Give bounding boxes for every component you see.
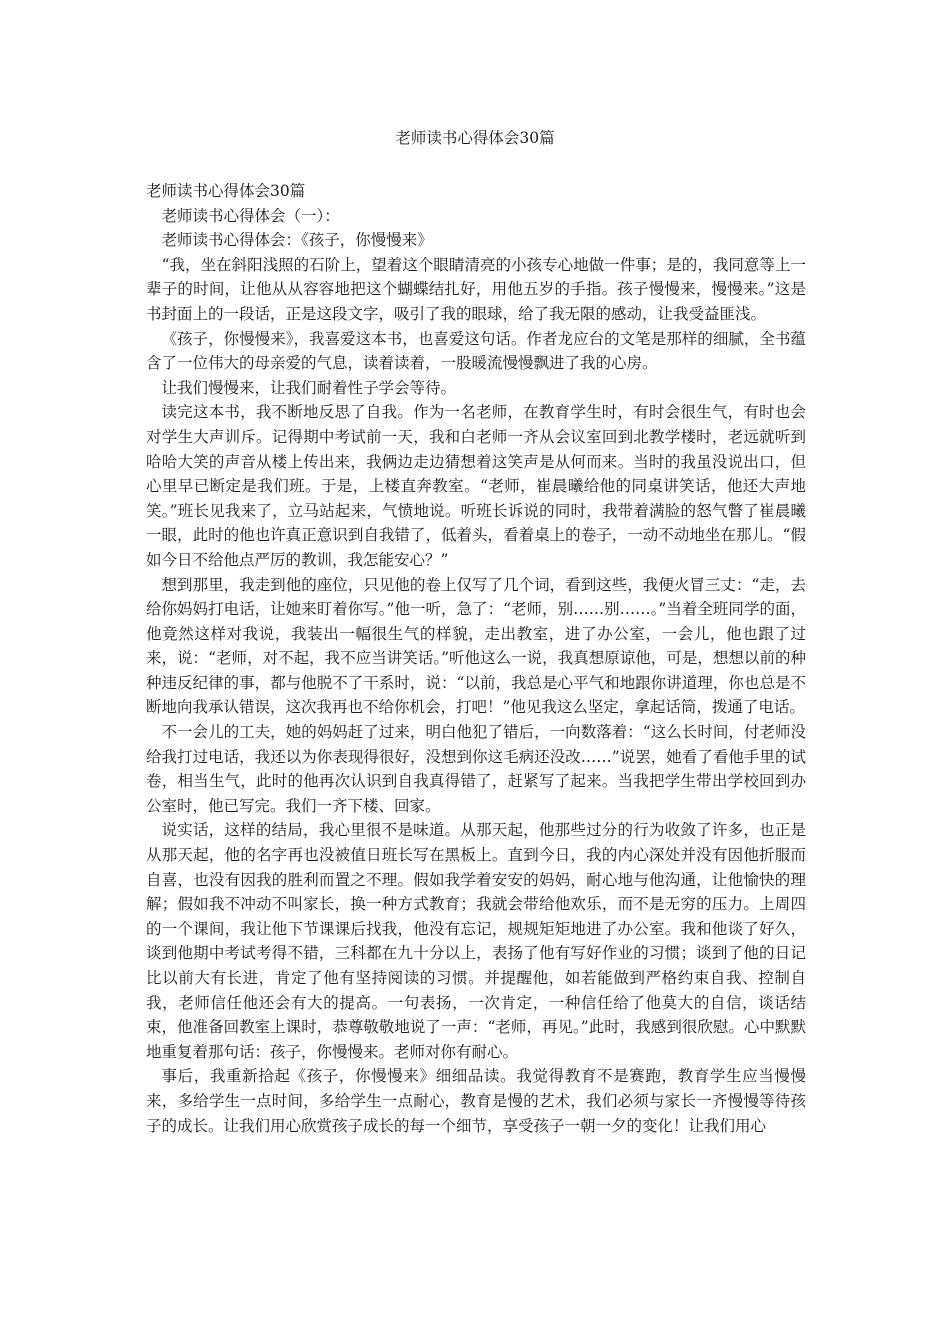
paragraph: 不一会儿的工夫，她的妈妈赶了过来，明白他犯了错后，一向数落着：“这么长时间，付老师没给我打过电话，我还以为你表现得很好，没想到你这毛病还没改……”说罢，她看了看他手里的试卷，相当生气，此时的他再次认识到自我真得错了，赶紧写了起来。当我把学生带出学校回到办公室时，他已写完。我们一齐下楼、回家。 — [146, 723, 806, 815]
paragraph: 事后，我重新拾起《孩子，你慢慢来》细细品读。我觉得教育不是赛跑，教育学生应当慢慢来，多给学生一点时间，多给学生一点耐心，教育是慢的艺术，我们必须与家长一齐慢慢等待孩子的成长。让我们用心欣赏孩子成长的每一个细节，享受孩子一朝一夕的变化！让我们用心 — [146, 1067, 806, 1135]
document-body — [146, 179, 806, 1138]
paragraph: 读完这本书，我不断地反思了自我。作为一名老师，在教育学生时，有时会很生气，有时也会对学生大声训斥。记得期中考试前一天，我和白老师一齐从会议室回到北教学楼时，老远就听到哈哈大笑的声音从楼上传出来，我俩边走边猜想着这笑声是从何而来。当时的我虽没说出口，但心里早已断定是我们班。于是，上楼直奔教室。“老师，崔晨曦给他的同桌讲笑话，他还大声地笑。”班长见我来了，立马站起来，气愤地说。听班长诉说的同时，我带着满脸的怒气瞥了崔晨曦一眼，此时的他也许真正意识到自我错了，低着头，看着桌上的卷子，一动不动地坐在那儿。“假如今日不给他点严厉的教训，我怎能安心？” — [146, 403, 806, 569]
paragraph: 说实话，这样的结局，我心里很不是味道。从那天起，他那些过分的行为收敛了许多，也正是从那天起，他的名字再也没被值日班长写在黑板上。直到今日，我的内心深处并没有因他折服而自喜，也没有因我的胜利而置之不理。假如我学着安安的妈妈，耐心地与他沟通，让他愉快的理解；假如我不冲动不叫家长，换一种方式教育；我就会带给他欢乐，而不是无穷的压力。上周四的一个课间，我让他下节课课后找我，他没有忘记，规规矩矩地进了办公室。我和他谈了好久，谈到他期中考试考得不错，三科都在九十分以上，表扬了他有写好作业的习惯；谈到了他的日记比以前大有长进，肯定了他有坚持阅读的习惯。并提醒他，如若能做到严格约束自我、控制自我，老师信任他还会有大的提高。一句表扬，一次肯定，一种信任给了他莫大的自信，谈话结束，他准备回教室上课时，恭尊敬敬地说了一声：“老师，再见。”此时，我感到很欣慰。心中默默地重复着那句话：孩子，你慢慢来。老师对你有耐心。 — [146, 821, 806, 1061]
section-heading: 老师读书心得体会（一）： — [161, 206, 340, 225]
body-heading: 老师读书心得体会30篇 — [146, 182, 306, 200]
paragraph: 让我们慢慢来，让我们耐着性子学会等待。 — [161, 378, 457, 397]
paragraph: “我，坐在斜阳浅照的石阶上，望着这个眼睛清亮的小孩专心地做一件事；是的，我同意等上一辈子的时间，让他从从容容地把这个蝴蝶结扎好，用他五岁的手指。孩子慢慢来，慢慢来。”这是书封面上的一段话，正是这段文字，吸引了我的眼球，给了我无限的感动，让我受益匪浅。 — [146, 255, 806, 323]
document-title: 老师读书心得体会30篇 — [395, 129, 555, 147]
paragraph: 《孩子，你慢慢来》，我喜爱这本书，也喜爱这句话。作者龙应台的文笔是那样的细腻，全书蕴含了一位伟大的母亲爱的气息，读着读着，一股暖流慢慢飘进了我的心房。 — [146, 329, 806, 373]
paragraph: 想到那里，我走到他的座位，只见他的卷上仅写了几个词，看到这些，我便火冒三丈：“走，去给你妈妈打电话，让她来盯着你写。”他一听，急了：“老师，别……别……。”当着全班同学的面，他竟然这样对我说，我装出一幅很生气的样貌，走出教室，进了办公室，一会儿，他也跟了过来，说：“老师，对不起，我不应当讲笑话。”听他这么一说，我真想原谅他，可是，想想以前的种种违反纪律的事，都与他脱不了干系时，说：“以前，我总是心平气和地跟你讲道理，你也总是不断地向我承认错误，这次我再也不给你机会，打吧！”他见我这么坚定，拿起话筒，拨通了电话。 — [146, 575, 806, 717]
section-subheading: 老师读书心得体会：《孩子，你慢慢来》 — [161, 231, 433, 250]
